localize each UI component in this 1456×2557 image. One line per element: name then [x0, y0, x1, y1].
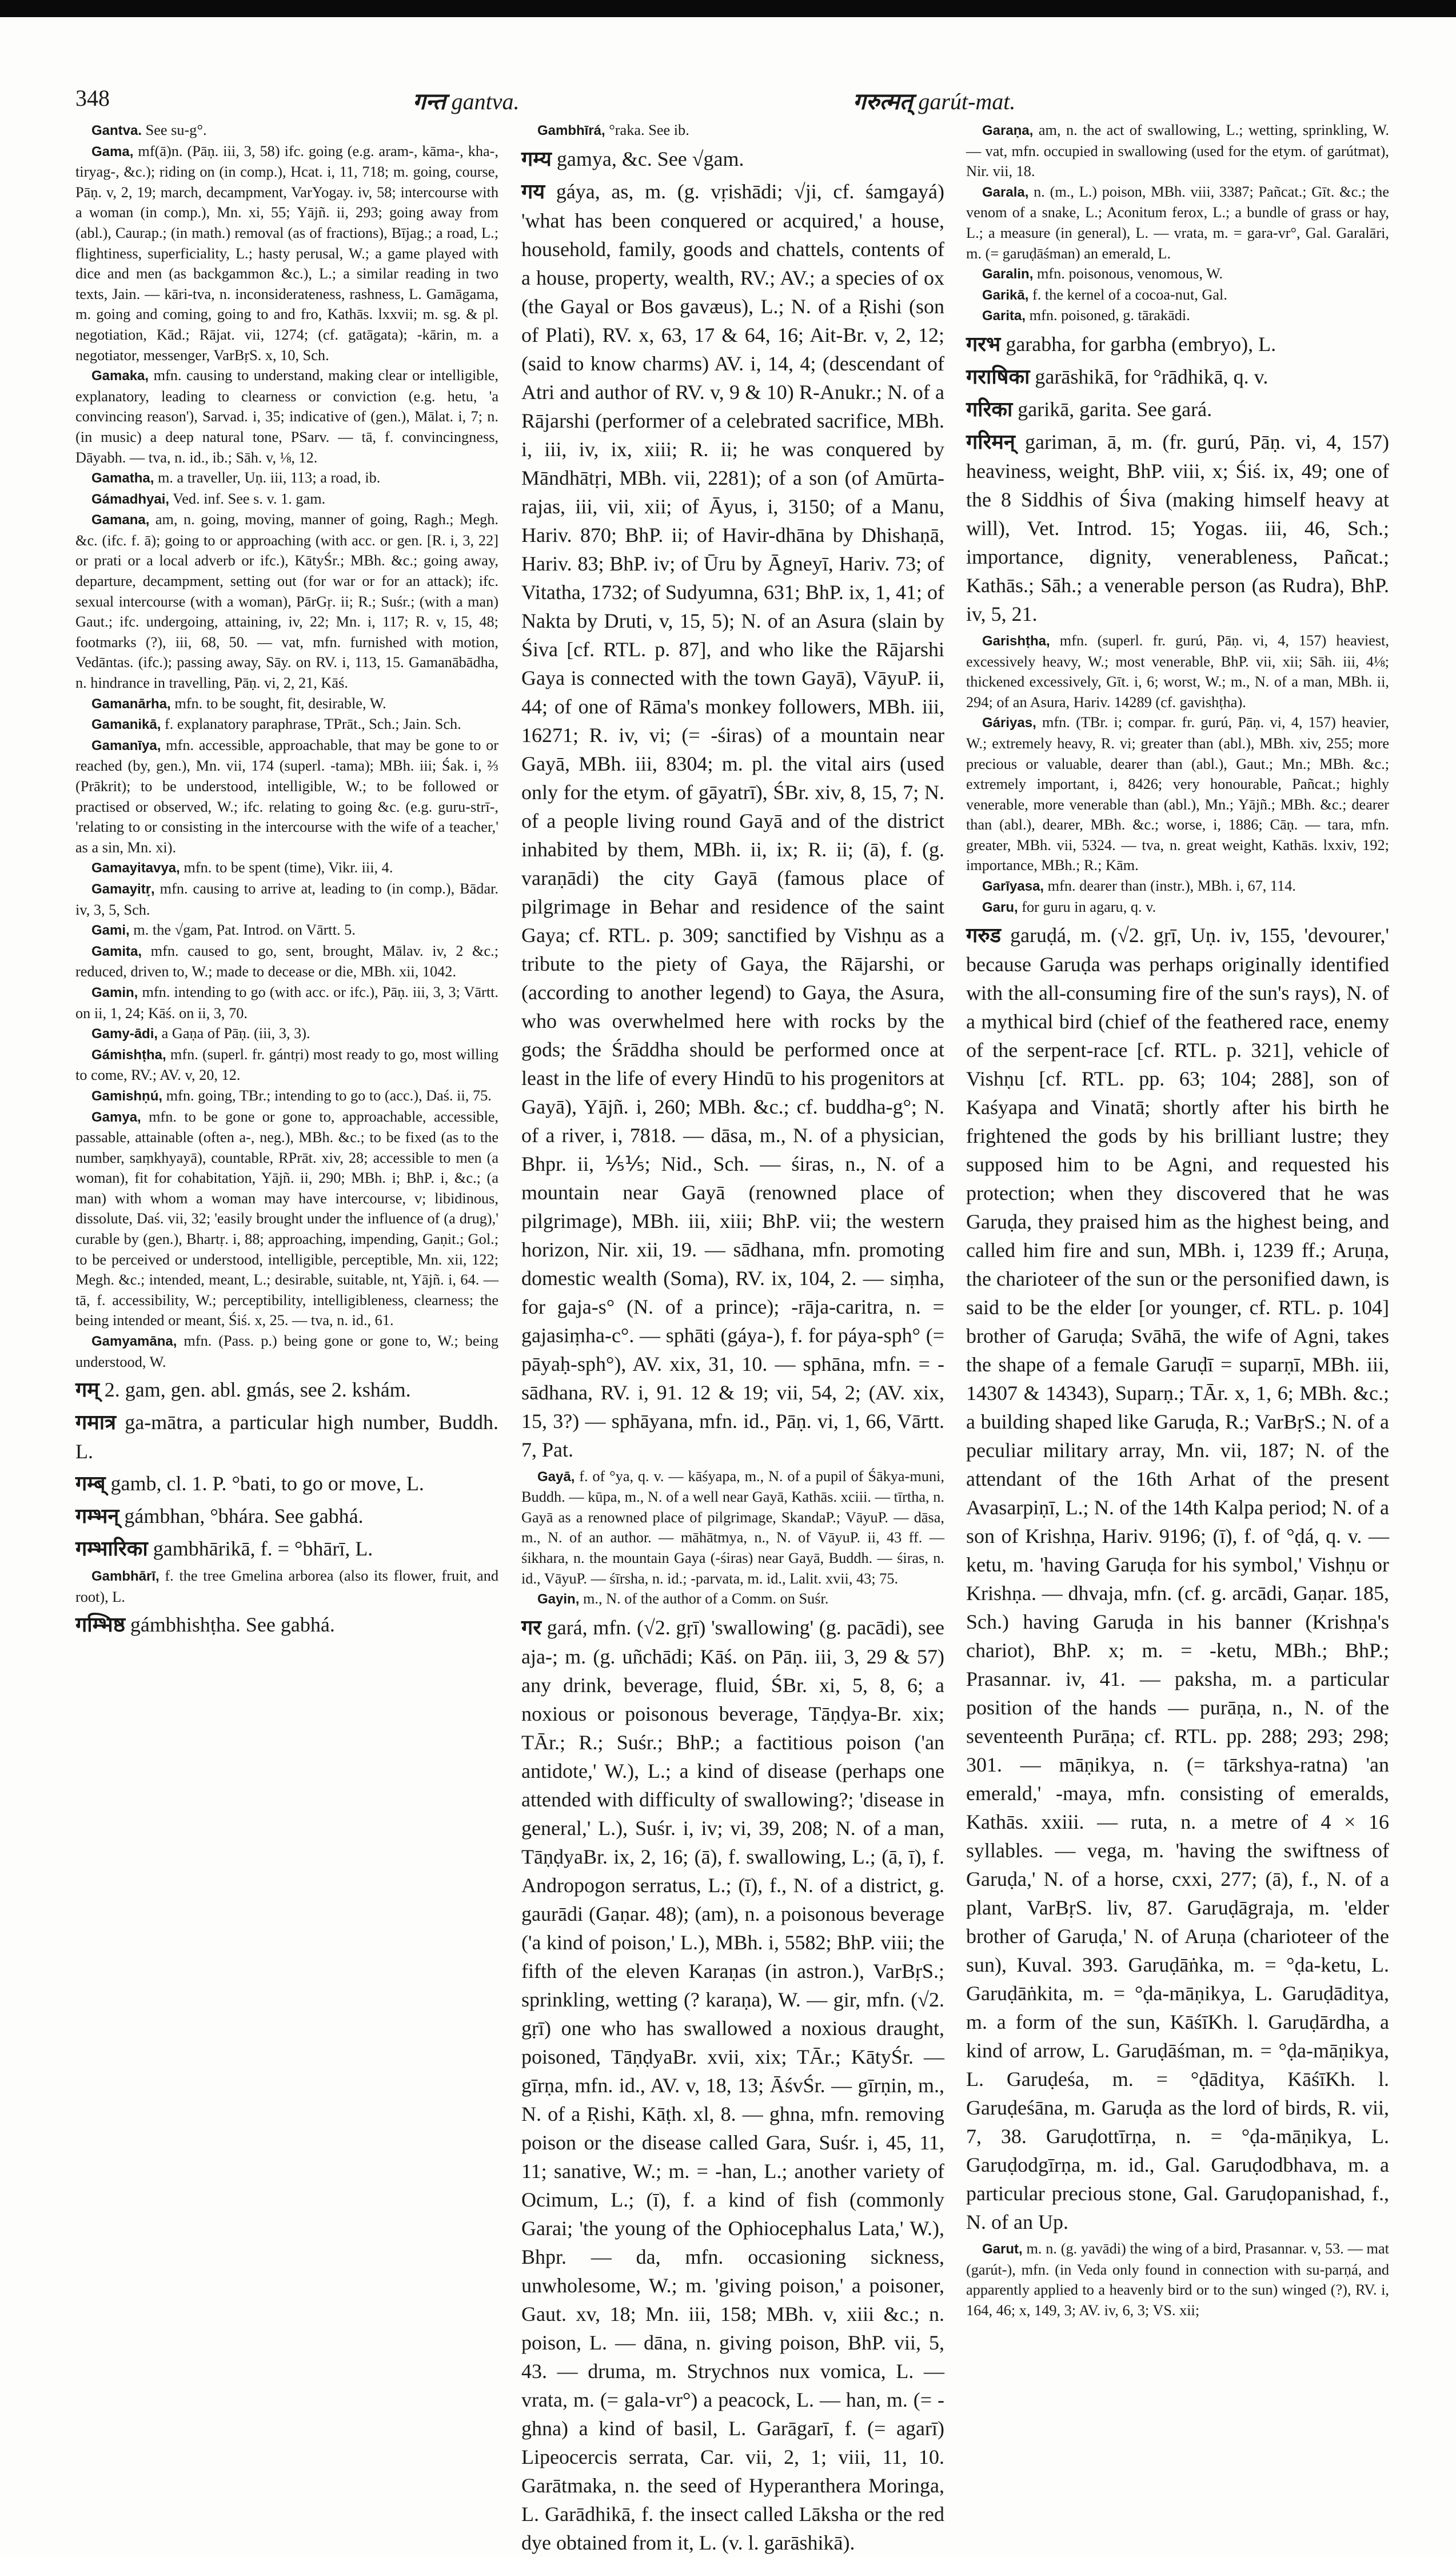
- dictionary-entry: [75, 920, 498, 941]
- column-1: [75, 120, 498, 1858]
- devanagari-headword: गमात्र: [75, 1411, 116, 1435]
- entry-headword: Gamaka,: [91, 368, 149, 384]
- devanagari-headword: गम्ब्: [75, 1472, 106, 1496]
- entry-text: f. the tree Gmelina arborea (also its flower, fruit, and root), L.: [75, 1567, 499, 1605]
- dictionary-entry: [966, 120, 1389, 182]
- headword-entry: [75, 1375, 498, 1405]
- left-running-head: [413, 85, 520, 116]
- entry-text: mfn. caused to go, sent, brought, Mālav. iv, 2 &c.; reduced, driven to, W.; made to decease or die, MBh. xii, 1042.: [75, 942, 499, 980]
- entry-text: mfn. (superl. fr. gántṛi) most ready to go, most willing to come, RV.; AV. v, 20, 12.: [75, 1046, 499, 1084]
- entry-headword: Gamin,: [91, 984, 138, 1000]
- entry-text: gáya, as, m. (g. vṛishādi; √ji, cf. śamgayá) 'what has been conquered or acquired,' a house, household, family, goods and chattels, contents of a house, property, wealth, RV.; AV.; a species of ox (the Gayal or Bos gavæus), L.; N. of a Ṛishi (son of Plati), RV. x, 63, 17 & 64, 16; Ait-Br. v, 2, 12; (said to know charms) AV. i, 14, 4; (descendant of Atri and author of RV. v, 9 & 10) R-Anukr.; N. of a Rājarshi (performer of a celebrated sacrifice, MBh. i, iii, iv, ix, xiii; R. ii; he was conquered by Māndhātṛi, MBh. vii, 2281); of a son (of Amūrta-rajas, iii, vii, xii; of Āyus, i, 3150; of a Manu, Hariv. 870; BhP. ii; of Havir-dhāna by Dhishaṇā, Hariv. 83; BhP. iv; of Ūru by Āgneyī, Hariv. 73; of Vitatha, 1732; of Sudyumna, 631; BhP. ix, 1, 41; of Nakta by Druti, v, 15, 5); N. of an Asura (slain by Śiva [cf. RTL. p. 87], and who like the Rājarshi Gaya is connected with the town Gayā), VāyuP. ii, 44; of one of Rāma's monkey followers, MBh. iii, 16271; R. iv, vi; (= -śiras) of a mountain near Gayā, MBh. iii, 8304; m. pl. the vital airs (used only for the etym. of gāyatrī), ŚBr. xiv, 8, 15, 7; N. of a people living round Gayā and of the district inhabited by them, MBh. ii, ix; R. ii; (ā), f. (g. varaṇādi) the city Gayā (famous place of pilgrimage in Behar and residence of the saint Gaya; cf. RTL. p. 309; sanctified by Vishṇu as a tribute to the piety of Gaya, the Rājarshi, or (according to another legend) to Gaya, the Asura, who was overwhelmed here with rocks by the gods; the Śrāddha should be performed once at least in the life of every Hindū to his progenitors at Gayā), Yājñ. i, 260; MBh. &c.; cf. buddha-g°; N. of a river, i, 7818. — dāsa, m., N. of a physician, Bhpr. ii, ⅕⅕; Nid., Sch. — śiras, n., N. of a mountain near Gayā (renowned place of pilgrimage), MBh. iii, xiii; BhP. vii; the western horizon, Nir. xii, 19. — sādhana, mfn. promoting domestic wealth (Soma), RV. ix, 104, 2. — siṃha, for gaja-s° (N. of a prince); -rāja-caritra, n. = gajasiṃha-c°. — sphāti (gáya-), f. for páya-sph° (= pāyaḥ-sph°), AV. xix, 31, 10. — sphāna, mfn. = -sādhana, RV. i, 91. 12 & 19; vii, 54, 2; (AV. xix, 15, 3?) — sphāyana, mfn. id., Pāṇ. vi, 1, 66, Vārtt. 7, Pat.: [521, 179, 944, 1461]
- entry-headword: Gamayitavya,: [91, 860, 180, 876]
- dictionary-entry: [75, 509, 498, 693]
- entry-text: mfn. to be spent (time), Vikr. iii, 4.: [184, 859, 393, 876]
- dictionary-entry: [75, 1044, 498, 1086]
- entry-headword: Gantva.: [91, 123, 142, 138]
- entry-headword: Garut,: [982, 2241, 1023, 2257]
- entry-text: garuḍá, m. (√2. gṛī, Uṇ. iv, 155, 'devourer,' because Garuḍa was perhaps originally identified with the all-consuming fire of the sun's rays), N. of a mythical bird (chief of the feathered race, enemy of the serpent-race [cf. RTL. p. 321], vehicle of Vishṇu [cf. RTL. pp. 63; 104; 288], son of Kaśyapa and Vinatā; shortly after his birth he frightened the gods by his brilliant lustre; they supposed him to be Agni, and requested his protection; when they discovered that he was Garuḍa, they praised him as the highest being, and called him fire and sun, MBh. i, 1239 ff.; Aruṇa, the charioteer of the sun or the personified dawn, is said to be the elder [or younger, cf. RTL. p. 104] brother of Garuḍa; Svāhā, the wife of Agni, takes the shape of a female Garuḍī = suparṇī, MBh. iii, 14307 & 14343), Suparṇ.; TĀr. x, 1, 6; MBh. &c.; a building shaped like Garuḍa, R.; VarBṛS.; N. of a peculiar military array, Mn. vii, 187; N. of the attendant of the 16th Arhat of the present Avasarpiṇī, L.; N. of the 14th Kalpa period; N. of a son of Krishṇa, Hariv. 9196; (ī), f. of °ḍá, q. v. — ketu, m. 'having Garuḍa for his symbol,' Vishṇu or Krishṇa. — dhvaja, mfn. (cf. g. arcādi, Gaṇar. 185, Sch.) having Garuḍa in his banner (Krishṇa's chariot), BhP. x; m. = -ketu, MBh.; BhP.; Prasannar. iv, 41. — paksha, m. a particular position of the hands — purāṇa, n., N. of the seventeenth Purāṇa; cf. RTL. pp. 288; 293; 298; 301. — māṇikya, n. (= tārkshya-ratna) 'an emerald,' -maya, mfn. consisting of emeralds, Kathās. xxiii. — ruta, n. a metre of 4 × 16 syllables. — vega, m. 'having the swiftness of Garuḍa,' N. of a horse, cxxi, 277; (ā), f., N. of a plant, VarBṛS. liv, 87. Garuḍāgraja, m. 'elder brother of Garuḍa,' N. of Aruṇa (charioteer of the sun), Kuval. 393. Garuḍāṅka, m. = °ḍa-ketu, L. Garuḍāṅkita, m. = °ḍa-māṇikya, L. Garuḍāditya, m. a form of the sun, KāśīKh. l. Garuḍārdha, a kind of arrow, L. Garuḍāśman, m. = °ḍa-māṇikya, L. Garuḍeśa, m. = °ḍāditya, KāśīKh. l. Garuḍeśāna, m. Garuḍa as the lord of birds, R. vii, 7, 38. Garuḍottīrṇa, n. = °ḍa-māṇikya, L. Garuḍodgīrṇa, m. id., Gal. Garuḍodbhava, m. a particular precious stone, Gal. Garuḍopanishad, f., N. of an Up.: [966, 924, 1389, 2234]
- devanagari-headword: गरुड: [966, 924, 1002, 948]
- headword-entry: [966, 921, 1389, 2236]
- headword-entry: [521, 145, 944, 174]
- entry-text: mfn. poisoned, g. tārakādi.: [1029, 307, 1190, 324]
- entry-text: Ved. inf. See s. v. 1. gam.: [173, 490, 326, 507]
- entry-text: m., N. of the author of a Comm. on Suśr.: [583, 1590, 829, 1607]
- dictionary-entry: [966, 712, 1389, 876]
- entry-headword: Garalin,: [982, 266, 1034, 282]
- dictionary-entry: [75, 120, 498, 141]
- dictionary-entry: [966, 631, 1389, 712]
- entry-headword: Gama,: [91, 143, 134, 159]
- entry-headword: Garishṭha,: [982, 633, 1050, 649]
- dictionary-entry: [966, 182, 1389, 264]
- entry-text: garikā, garita. See gará.: [1018, 397, 1212, 421]
- dictionary-entry: [966, 876, 1389, 897]
- entry-text: mfn. (TBr. i; compar. fr. gurú, Pāṇ. vi, 4, 157) heavier, W.; extremely heavy, R. vi; greater than (abl.), MBh. xiv, 255; more precious or valuable, dearer than (abl.), Gaut.; Mn.; MBh. &c.; extremely important, i, 8426; very honourable, Pañcat.; highly venerable, more venerable than (abl.), Mn.; Yājñ.; MBh. &c.; dearer than (abl.), dearer, MBh. &c.; worse, i, 1886; Cāṇ. — tara, mfn. greater, MBh. vii, 5324. — tva, n. great weight, Kathās. lxxiv, 192; importance, MBh.; R.; Kām.: [966, 714, 1389, 874]
- entry-headword: Gáriyas,: [982, 715, 1036, 731]
- devanagari-headword: गम्: [75, 1378, 99, 1402]
- right-running-head: [853, 85, 1015, 116]
- entry-text: f. explanatory paraphrase, TPrāt., Sch.; Jain. Sch.: [164, 716, 461, 733]
- entry-text: mfn. to be gone or gone to, approachable, accessible, passable, attainable (often a-, neg.), MBh. &c.; to be fixed (as to the number, saṃkhyayā), countable, RPrāt. xiv, 28; accessible to men (a woman), fit for cohabitation, Yājñ. ii, 290; MBh. i; BhP. i, &c.; (a man) with whom a woman may have intercourse, v; libidinous, dissolute, Daś. vii, 32; 'easily brought under the influence of (a drug),' curable by (gen.), Bhartṛ. i, 88; approaching, impending, Gaṇit.; Gol.; to be perceived or understood, intelligible, perceptible, Mn. xii, 122; Megh. &c.; intended, meant, L.; desirable, suitable, nt, Yājñ. i, 64. — tā, f. accessibility, W.; perceptibility, intelligibleness, clearness; the being intended or meant, Śiś. x, 25. — tva, n. id., 61.: [75, 1108, 499, 1329]
- dictionary-entry: [75, 735, 498, 858]
- entry-headword: Garaṇa,: [982, 123, 1034, 138]
- right-head-devanagari: गरुत्मत्: [853, 89, 913, 115]
- headword-entry: [75, 1408, 498, 1466]
- entry-text: for guru in agaru, q. v.: [1022, 898, 1156, 915]
- column-2: [521, 120, 944, 2554]
- left-head-word: gantva.: [451, 89, 520, 114]
- column-3: [966, 120, 1390, 2319]
- scan-top-edge: [0, 0, 1456, 17]
- dictionary-entry: [966, 285, 1389, 306]
- headword-entry: [521, 177, 944, 1464]
- entry-headword: Gamita,: [91, 943, 142, 959]
- entry-text: gámbhishṭha. See gabhá.: [130, 1613, 335, 1637]
- devanagari-headword: गरिमन्: [966, 430, 1015, 454]
- dictionary-entry: [75, 879, 498, 920]
- entry-text: m. the √gam, Pat. Introd. on Vārtt. 5.: [133, 922, 356, 939]
- entry-text: n. (m., L.) poison, MBh. viii, 3387; Pañcat.; Gīt. &c.; the venom of a snake, L.; Aconitum ferox, L.; a bundle of grass or hay, L.; a measure (in general), L. — vrata, m. = gara-vr°, Gal. Garalāri, m. (= garuḍāśman) an emerald, L.: [966, 183, 1390, 262]
- entry-text: m. a traveller, Uṇ. iii, 113; a road, ib.: [157, 469, 381, 486]
- dictionary-entry: [75, 1023, 498, 1044]
- entry-headword: Gamana,: [91, 512, 150, 528]
- entry-text: m. n. (g. yavādi) the wing of a bird, Prasannar. v, 53. — mat (garút-), mfn. (in Veda only found in connection with su-parṇá, and apparently applied to a heavenly bird or to the sun) winged (?), RV. i, 164, 46; x, 149, 3; AV. iv, 6, 3; VS. xii;: [966, 2240, 1389, 2319]
- devanagari-headword: गम्भन्: [75, 1505, 119, 1529]
- entry-text: garabha, for garbha (embryo), L.: [1006, 332, 1277, 356]
- entry-headword: Gayin,: [537, 1591, 580, 1607]
- dictionary-entry: [521, 120, 944, 141]
- entry-text: mfn. (Pass. p.) being gone or gone to, W.; being understood, W.: [75, 1333, 498, 1370]
- entry-text: See su-g°.: [145, 122, 207, 138]
- entry-text: mfn. causing to understand, making clear or intelligible, explanatory, leading to clearness or conviction (e.g. hetu, 'a convincing reason'), Sarvad. i, 35; indicative of (gen.), Mālat. i, 7; n. (in music) a deep natural tone, PSarv. — tā, f. convincingness, Dāyabh. — tva, n. id., ib.; Sāh. v, ⅛, 12.: [75, 367, 498, 466]
- headword-entry: [75, 1610, 498, 1639]
- headword-entry: [75, 1534, 498, 1563]
- entry-text: gariman, ā, m. (fr. gurú, Pāṇ. vi, 4, 157) heaviness, weight, BhP. viii, x; Śiś. ix, 49; one of the 8 Siddhis of Śiva (making himself heavy at will), Vet. Introd. 15; Yogas. iii, 46, Sch.; importance, dignity, venerableness, Pañcat.; Kathās.; Sāh.; a venerable person (as Rudra), BhP. iv, 5, 21.: [966, 430, 1390, 625]
- devanagari-headword: गम्य: [521, 147, 552, 171]
- entry-text: f. the kernel of a cocoa-nut, Gal.: [1032, 286, 1227, 303]
- right-head-word: garút-mat.: [918, 89, 1016, 114]
- entry-headword: Garikā,: [982, 287, 1029, 303]
- entry-text: mfn. causing to arrive at, leading to (in comp.), Bādar. iv, 3, 5, Sch.: [75, 880, 499, 918]
- entry-headword: Garala,: [982, 184, 1029, 200]
- page-number: 348: [75, 85, 110, 111]
- entry-headword: Gamanārha,: [91, 696, 171, 712]
- entry-text: gambhārikā, f. = °bhārī, L.: [153, 1537, 373, 1561]
- entry-headword: Gamanikā,: [91, 717, 161, 733]
- dictionary-entry: [75, 1107, 498, 1331]
- entry-headword: Gámadhyai,: [91, 491, 170, 507]
- entry-headword: Garu,: [982, 899, 1018, 915]
- dictionary-entry: [75, 1566, 498, 1607]
- page-header: [75, 85, 1407, 120]
- headword-entry: [521, 1613, 944, 2557]
- entry-text: mfn. (superl. fr. gurú, Pāṇ. vi, 4, 157) heaviest, excessively heavy, W.; most venerable, BhP. vii, xii; Sāh. iii, 4⅛; thickened excessively, Gīt. i, 6; worst, W.; m., N. of a man, MBh. ii, 294; of an Asura, Hariv. 14289 (cf. gavishṭha).: [966, 632, 1389, 711]
- dictionary-entry: [521, 1466, 944, 1589]
- headword-entry: [75, 1469, 498, 1498]
- dictionary-entry: [966, 305, 1389, 326]
- dictionary-entry: [966, 264, 1389, 285]
- dictionary-entry: [75, 1086, 498, 1107]
- devanagari-headword: गर: [521, 1615, 541, 1639]
- entry-text: am, n. going, moving, manner of going, Ragh.; Megh. &c. (ifc. f. ā); going to or approaching (with acc. or gen. [R. i, 3, 22] or prati or a local adverb or ifc.), KātyŚr.; MBh. &c.; going away, departure, decampment, setting out (for war or for an attack); ifc. sexual intercourse (with a woman), PārGṛ. ii; R.; Suśr.; (with a man) Gaut.; ifc. undergoing, attaining, iv, 22; Mn. i, 117; R. v, 15, 48; footmarks (?), iii, 68, 50. — vat, mfn. furnished with motion, Vedāntas. (ifc.); passing away, Sāy. on RV. i, 113, 15. Gamanābādha, n. hindrance in travelling, Pāṇ. vi, 2, 21, Kāś.: [75, 511, 499, 692]
- entry-text: gará, mfn. (√2. gṛī) 'swallowing' (g. pacādi), see aja-; m. (g. uñchādi; Kāś. on Pāṇ. iii, 3, 29 & 57) any drink, beverage, fluid, ŚBr. xi, 5, 8, 6; a noxious or poisonous beverage, Tāṇḍya-Br. xix; TĀr.; R.; Suśr.; BhP.; a factitious poison ('an antidote,' W.), L.; a kind of disease (perhaps one attended with difficulty of swallowing?; 'disease in general,' L.), Suśr. i, iv; vi, 39, 208; N. of a man, TāṇḍyaBr. ix, 2, 16; (ā), f. swallowing, L.; (ā, ī), f. Andropogon serratus, L.; (ī), f., N. of a district, g. gaurādi (Gaṇar. 48); (am), n. a poisonous beverage ('a kind of poison,' L.), MBh. i, 5582; BhP. viii; the fifth of the eleven Karaṇas (in astron.), VarBṛS.; sprinkling, wetting (? karaṇa), W. — gir, mfn. (√2. gṛī) one who has swallowed a noxious draught, poisoned, TāṇḍyaBr. xvii, xix; TĀr.; KātyŚr. — gīrṇa, mfn. id., AV. v, 18, 13; ĀśvŚr. — gīrṇin, m., N. of a Ṛishi, Kāṭh. xl, 8. — ghna, mfn. removing poison or the disease called Gara, Suśr. i, 45, 11, 11; sanative, W.; m. = -han, L.; another variety of Ocimum, L.; (ī), f. a kind of fish (commonly Garai; 'the young of the Ophiocephalus Lata,' W.), Bhpr. — da, mfn. occasioning sickness, unwholesome, W.; m. 'giving poison,' a poisoner, Gaut. xv, 18; Mn. iii, 158; MBh. v, xiii &c.; n. poison, L. — dāna, n. giving poison, BhP. vii, 5, 43. — druma, m. Strychnos nux vomica, L. — vrata, m. (= gala-vr°) a peacock, L. — han, m. (= -ghna) a kind of basil, L. Garāgarī, f. (= agarī) Lipeocercis serrata, Car. vii, 2, 1; viii, 11, 10. Garātmaka, n. the seed of Hyperanthera Moringa, L. Garādhikā, f. the insect called Lāksha or the red dye obtained from it, L. (v. l. garāshikā).: [521, 1615, 944, 2554]
- devanagari-headword: गरिका: [966, 397, 1013, 421]
- entry-text: mfn. going, TBr.; intending to go to (acc.), Daś. ii, 75.: [166, 1087, 492, 1104]
- headword-entry: [966, 362, 1389, 392]
- dictionary-entry: [75, 365, 498, 468]
- headword-entry: [966, 428, 1389, 628]
- entry-text: mfn. intending to go (with acc. or ifc.), Pāṇ. iii, 3, 3; Vārtt. on ii, 1, 24; Kāś. on ii, 3, 70.: [75, 983, 498, 1022]
- entry-headword: Gámishṭha,: [91, 1047, 166, 1063]
- entry-text: ga-mātra, a particular high number, Buddh. L.: [75, 1411, 499, 1463]
- entry-text: mfn. to be sought, fit, desirable, W.: [174, 695, 386, 712]
- entry-headword: Gamyamāna,: [91, 1334, 177, 1350]
- entry-headword: Gamya,: [91, 1109, 141, 1125]
- devanagari-headword: गराषिका: [966, 365, 1030, 389]
- entry-text: °raka. See ib.: [609, 122, 689, 138]
- headword-entry: [75, 1502, 498, 1531]
- entry-text: gamb, cl. 1. P. °bati, to go or move, L.: [110, 1472, 424, 1495]
- dictionary-entry: [75, 714, 498, 735]
- entry-text: 2. gam, gen. abl. gmás, see 2. kshám.: [104, 1378, 411, 1402]
- devanagari-headword: गरभ: [966, 332, 1001, 356]
- entry-headword: Gamatha,: [91, 470, 154, 486]
- entry-text: mf(ā)n. (Pāṇ. iii, 3, 58) ifc. going (e.g. aram-, kāma-, kha-, tiryag-, &c.); riding on (in comp.), Hcat. i, 11, 718; m. going, course, Pāṇ. v, 2, 19; march, decampment, VarYogay. iv, 58; intercourse with a woman (in comp.), Mn. xi, 55; Yājñ. ii, 293; going away from (abl.), Caurap.; (in math.) removal (as of fractions), Bījag.; a road, L.; flightiness, superficiality, L.; hasty perusal, W.; a game played with dice and men (as backgammon &c.), L.; a similar reading in two texts, Jain. — kāri-tva, n. inconsiderateness, rashness, L. Gamāgama, m. going and coming, going to and fro, Kathās. lxxvii; m. sg. & pl. negotiation, Kād.; Rājat. vii, 1274; (cf. gatāgata); -kārin, m. a negotiator, messenger, VarBṛS. x, 10, Sch.: [75, 142, 499, 364]
- left-head-devanagari: गन्त: [413, 89, 446, 115]
- dictionary-entry: [75, 941, 498, 982]
- dictionary-entry: [521, 1589, 944, 1610]
- entry-text: gamya, &c. See √gam.: [556, 147, 744, 170]
- dictionary-entry: [966, 897, 1389, 918]
- headword-entry: [966, 395, 1389, 424]
- entry-headword: Garita,: [982, 308, 1026, 324]
- entry-text: f. of °ya, q. v. — kāśyapa, m., N. of a pupil of Śākya-muni, Buddh. — kūpa, m., N. of a well near Gayā, Kathās. xciii. — tīrtha, n. Gayā as a renowned place of pilgrimage, SkandaP.; VāyuP. — dāsa, m., N. of an author. — māhātmya, n., N. of VāyuP. ii, 43 ff. — śikhara, n. the mountain Gaya (-śiras) near Gayā, Buddh. — śiras, n. id., VāyuP. — śīrsha, n. id.; -parvata, m. id., Lalit. xvii, 43; 75.: [521, 1467, 944, 1587]
- entry-headword: Gami,: [91, 923, 130, 939]
- dictionary-entry: [75, 468, 498, 489]
- entry-headword: Garīyasa,: [982, 879, 1044, 895]
- devanagari-headword: गय: [521, 179, 545, 204]
- dictionary-entry: [75, 1331, 498, 1372]
- devanagari-headword: गम्भिष्ठ: [75, 1613, 125, 1637]
- headword-entry: [966, 330, 1389, 359]
- entry-text: mfn. poisonous, venomous, W.: [1036, 265, 1223, 282]
- dictionary-entry: [75, 857, 498, 879]
- entry-headword: Gayā,: [537, 1469, 575, 1485]
- entry-text: gámbhan, °bhára. See gabhá.: [124, 1505, 364, 1528]
- entry-headword: Gamanīya,: [91, 737, 161, 753]
- dictionary-entry: [966, 2239, 1389, 2320]
- devanagari-headword: गम्भारिका: [75, 1537, 148, 1561]
- entry-headword: Gambhārī,: [91, 1569, 159, 1585]
- entry-headword: Gamishṇú,: [91, 1088, 163, 1104]
- entry-headword: Gambhīrá,: [537, 123, 605, 138]
- dictionary-entry: [75, 693, 498, 715]
- entry-text: garāshikā, for °rādhikā, q. v.: [1035, 365, 1268, 388]
- dictionary-entry: [75, 489, 498, 510]
- entry-text: a Gaṇa of Pāṇ. (iii, 3, 3).: [161, 1025, 310, 1042]
- entry-text: mfn. accessible, approachable, that may be gone to or reached (by, gen.), Mn. vii, 174 (superl. -tama); MBh. iii; Śak. i, ⅔ (Prākrit); to be understood, intelligible, W.; to be followed or practised or observed, W.; ifc. relating to going &c. (e.g. guru-strī-, 'relating to or consisting in the intercourse with the wife of a teacher,' as a sin, Mn. xi).: [75, 736, 498, 856]
- dictionary-entry: [75, 982, 498, 1023]
- entry-headword: Gamayitṛ,: [91, 881, 155, 897]
- entry-text: mfn. dearer than (instr.), MBh. i, 67, 114.: [1047, 877, 1296, 895]
- entry-headword: Gamy-ādi,: [91, 1026, 158, 1042]
- dictionary-entry: [75, 141, 498, 366]
- entry-text: am, n. the act of swallowing, L.; wetting, sprinkling, W. — vat, mfn. occupied in swallowing (used for the etym. of garútmat), Nir. vii, 18.: [966, 122, 1390, 180]
